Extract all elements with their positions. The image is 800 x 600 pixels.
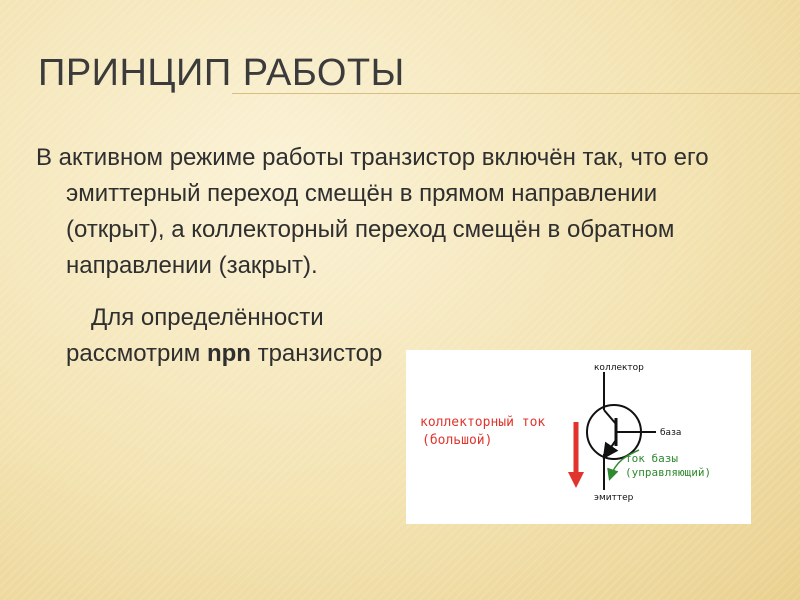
paragraph-npn-end: транзистор — [250, 340, 383, 367]
paragraph-npn-start: Для определённости рассмотрим — [66, 304, 324, 367]
paragraph-active-mode: В активном режиме работы транзистор включён так, что его эмиттерный переход смещён в прямом направлении (открыт), а коллекторный переход смещён в обратном направлении (закрыт). — [36, 144, 709, 279]
transistor-diagram — [406, 350, 751, 524]
paragraph-npn-bold: npn — [206, 340, 251, 367]
collector-current-arrowhead — [568, 472, 584, 488]
emitter-label: эмиттер — [594, 493, 634, 503]
collector-current-label-2: (большой) — [422, 433, 493, 448]
collector-current-label-1: коллекторный ток — [420, 415, 546, 430]
slide-title: ПРИНЦИП РАБОТЫ — [38, 52, 405, 94]
base-current-label-1: ток базы — [625, 452, 678, 465]
base-current-label-2: (управляющий) — [625, 466, 712, 479]
paragraph-npn — [36, 300, 446, 372]
base-label: база — [660, 428, 682, 438]
emitter-arrow — [605, 440, 616, 456]
title-divider — [232, 93, 800, 94]
transistor-diagram-svg — [406, 350, 751, 524]
collector-diagonal — [604, 410, 616, 424]
slide-body — [36, 140, 756, 372]
collector-label: коллектор — [594, 363, 644, 373]
